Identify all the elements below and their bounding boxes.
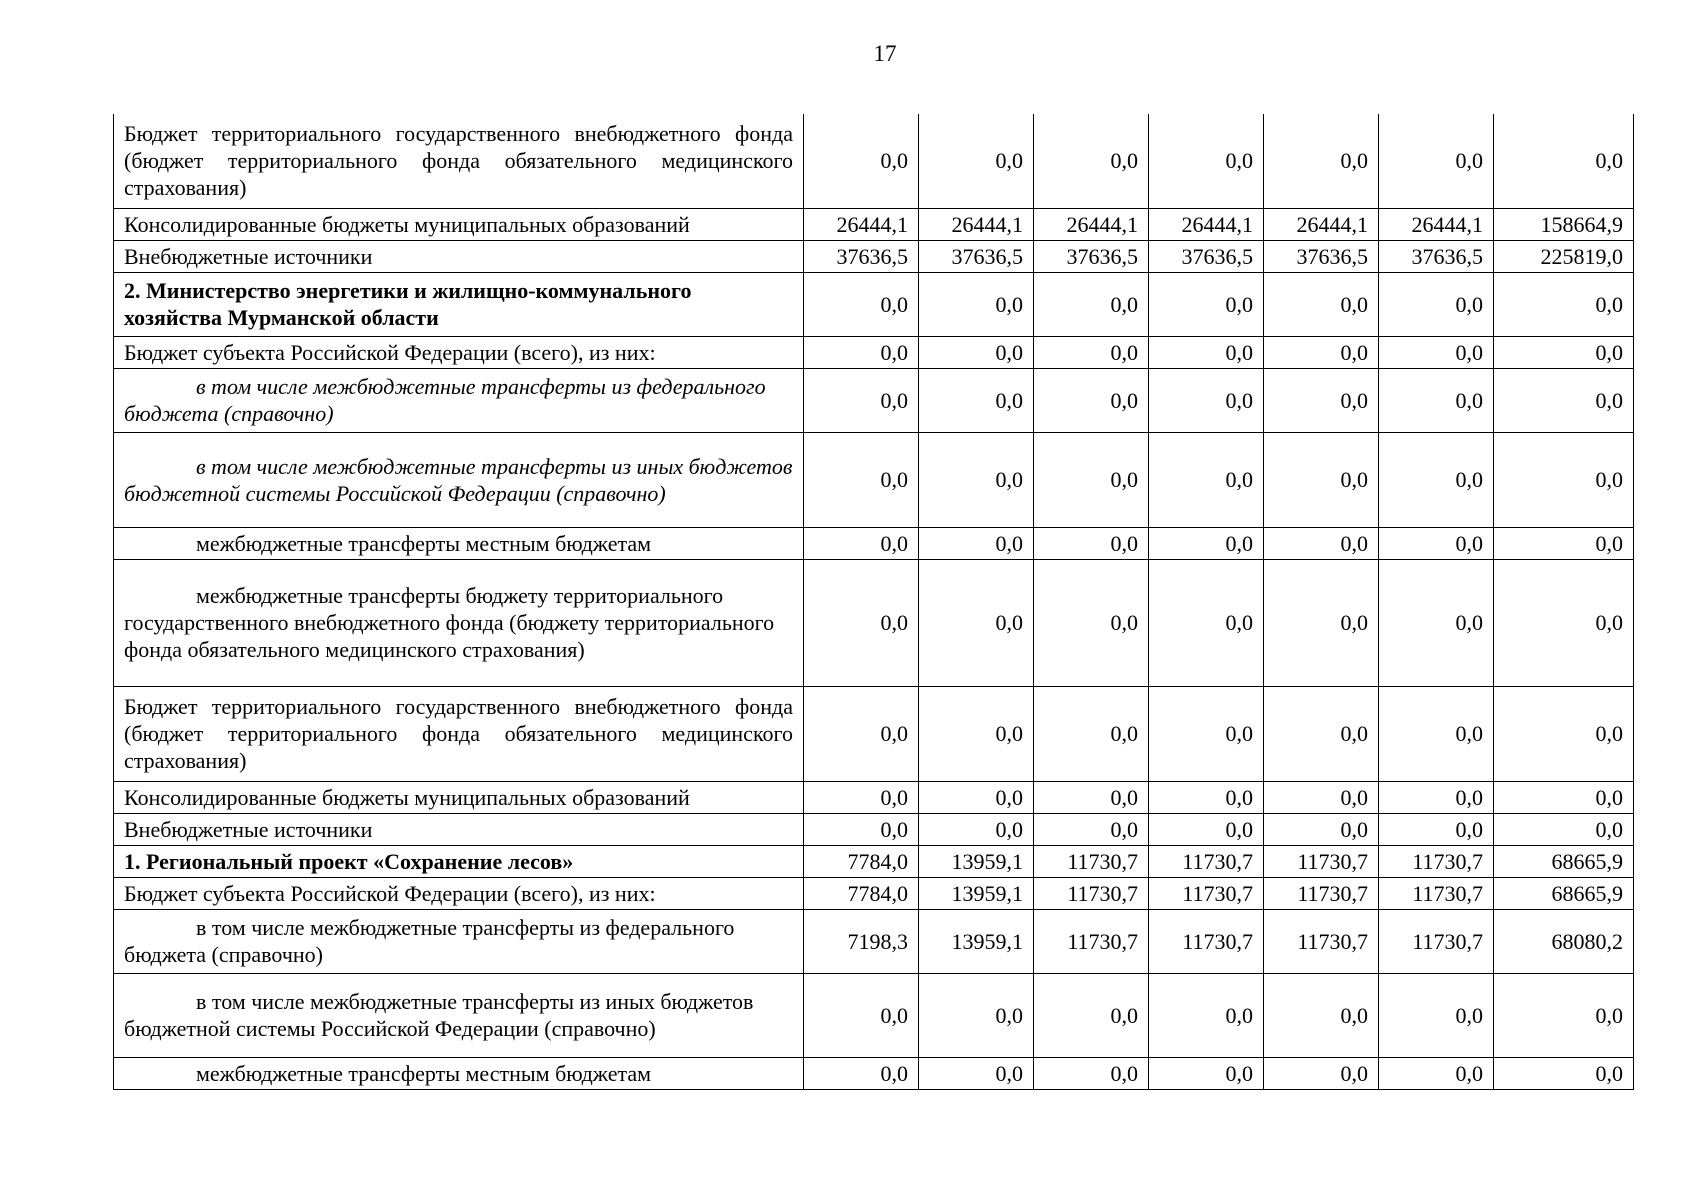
value-cell: 0,0 — [804, 114, 919, 208]
value-cell: 37636,5 — [1034, 240, 1149, 272]
table-row — [114, 1057, 1634, 1089]
value-cell: 0,0 — [1264, 368, 1379, 432]
value-cell: 0,0 — [919, 336, 1034, 368]
value-cell: 13959,1 — [919, 845, 1034, 877]
value-cell: 0,0 — [919, 114, 1034, 208]
value-cell: 11730,7 — [1264, 909, 1379, 973]
value-cell: 13959,1 — [919, 877, 1034, 909]
value-cell: 68080,2 — [1494, 909, 1634, 973]
table-row — [114, 877, 1634, 909]
value-cell: 0,0 — [804, 781, 919, 813]
row-label: межбюджетные трансферты местным бюджетам — [114, 1057, 804, 1089]
table-row — [114, 432, 1634, 527]
value-cell: 0,0 — [1149, 432, 1264, 527]
row-label: Консолидированные бюджеты муниципальных образований — [114, 208, 804, 240]
value-cell: 0,0 — [1379, 1057, 1494, 1089]
page-number: 17 — [873, 41, 897, 66]
value-cell: 0,0 — [1149, 272, 1264, 336]
value-cell: 37636,5 — [1379, 240, 1494, 272]
table-row — [114, 813, 1634, 845]
value-cell: 0,0 — [1034, 686, 1149, 781]
value-cell: 11730,7 — [1149, 845, 1264, 877]
value-cell: 0,0 — [1494, 1057, 1634, 1089]
value-cell: 37636,5 — [1149, 240, 1264, 272]
value-cell: 0,0 — [1034, 1057, 1149, 1089]
value-cell: 11730,7 — [1034, 909, 1149, 973]
value-cell: 11730,7 — [1264, 845, 1379, 877]
value-cell: 0,0 — [1379, 336, 1494, 368]
row-label: Бюджет субъекта Российской Федерации (всего), из них: — [114, 877, 804, 909]
row-label: в том числе межбюджетные трансферты из федерального бюджета (справочно) — [114, 368, 804, 432]
value-cell: 0,0 — [919, 559, 1034, 686]
value-cell: 0,0 — [1379, 272, 1494, 336]
table-row — [114, 368, 1634, 432]
value-cell: 0,0 — [1494, 813, 1634, 845]
value-cell: 0,0 — [1494, 973, 1634, 1057]
value-cell: 0,0 — [1494, 527, 1634, 559]
value-cell: 0,0 — [1149, 114, 1264, 208]
value-cell: 11730,7 — [1379, 845, 1494, 877]
value-cell: 0,0 — [1264, 432, 1379, 527]
value-cell: 0,0 — [919, 368, 1034, 432]
table-row — [114, 336, 1634, 368]
value-cell: 0,0 — [804, 272, 919, 336]
value-cell: 0,0 — [1379, 686, 1494, 781]
row-label: Внебюджетные источники — [114, 813, 804, 845]
value-cell: 0,0 — [1379, 813, 1494, 845]
value-cell: 0,0 — [1494, 686, 1634, 781]
value-cell: 7198,3 — [804, 909, 919, 973]
value-cell: 26444,1 — [1034, 208, 1149, 240]
value-cell: 0,0 — [804, 686, 919, 781]
value-cell: 11730,7 — [1264, 877, 1379, 909]
value-cell: 0,0 — [1034, 368, 1149, 432]
table-row — [114, 527, 1634, 559]
value-cell: 0,0 — [1494, 781, 1634, 813]
value-cell: 7784,0 — [804, 877, 919, 909]
table-row — [114, 240, 1634, 272]
table-row — [114, 781, 1634, 813]
row-label: Внебюджетные источники — [114, 240, 804, 272]
value-cell: 225819,0 — [1494, 240, 1634, 272]
row-label: в том числе межбюджетные трансферты из иных бюджетов бюджетной системы Российской Федерации (справочно) — [114, 432, 804, 527]
value-cell: 0,0 — [804, 432, 919, 527]
row-label: межбюджетные трансферты местным бюджетам — [114, 527, 804, 559]
value-cell: 11730,7 — [1379, 877, 1494, 909]
value-cell: 0,0 — [1264, 336, 1379, 368]
value-cell: 0,0 — [919, 973, 1034, 1057]
value-cell: 0,0 — [1379, 781, 1494, 813]
budget-table — [113, 114, 1634, 1090]
table-row — [114, 686, 1634, 781]
value-cell: 0,0 — [919, 813, 1034, 845]
value-cell: 0,0 — [1149, 973, 1264, 1057]
value-cell: 0,0 — [1379, 368, 1494, 432]
value-cell: 0,0 — [1494, 432, 1634, 527]
value-cell: 0,0 — [804, 973, 919, 1057]
row-label: межбюджетные трансферты бюджету территориального государственного внебюджетного фонда (бюджету территориального фонда обязательного медицинского страхования) — [114, 559, 804, 686]
value-cell: 0,0 — [1149, 813, 1264, 845]
value-cell: 0,0 — [1379, 527, 1494, 559]
row-label: Бюджет территориального государственного внебюджетного фонда (бюджет территориального фонда обязательного медицинского страхования) — [114, 686, 804, 781]
value-cell: 0,0 — [919, 432, 1034, 527]
table-row — [114, 909, 1634, 973]
value-cell: 26444,1 — [1379, 208, 1494, 240]
row-label: Консолидированные бюджеты муниципальных образований — [114, 781, 804, 813]
value-cell: 0,0 — [1379, 559, 1494, 686]
value-cell: 0,0 — [804, 336, 919, 368]
value-cell: 68665,9 — [1494, 877, 1634, 909]
value-cell: 0,0 — [804, 527, 919, 559]
value-cell: 37636,5 — [1264, 240, 1379, 272]
value-cell: 0,0 — [1264, 686, 1379, 781]
value-cell: 7784,0 — [804, 845, 919, 877]
value-cell: 0,0 — [1034, 559, 1149, 686]
value-cell: 0,0 — [1379, 114, 1494, 208]
value-cell: 11730,7 — [1149, 909, 1264, 973]
value-cell: 0,0 — [1034, 973, 1149, 1057]
value-cell: 0,0 — [919, 527, 1034, 559]
value-cell: 0,0 — [1149, 559, 1264, 686]
value-cell: 0,0 — [919, 272, 1034, 336]
value-cell: 0,0 — [1264, 1057, 1379, 1089]
value-cell: 0,0 — [804, 368, 919, 432]
value-cell: 0,0 — [1494, 559, 1634, 686]
value-cell: 11730,7 — [1034, 845, 1149, 877]
value-cell: 13959,1 — [919, 909, 1034, 973]
value-cell: 0,0 — [1264, 114, 1379, 208]
value-cell: 11730,7 — [1379, 909, 1494, 973]
value-cell: 0,0 — [1264, 973, 1379, 1057]
value-cell: 0,0 — [1034, 272, 1149, 336]
value-cell: 0,0 — [804, 813, 919, 845]
value-cell: 0,0 — [919, 781, 1034, 813]
value-cell: 0,0 — [1264, 813, 1379, 845]
value-cell: 0,0 — [1379, 432, 1494, 527]
table-row — [114, 114, 1634, 208]
value-cell: 0,0 — [1034, 432, 1149, 527]
table-row — [114, 845, 1634, 877]
table-body — [114, 114, 1634, 1089]
row-label: в том числе межбюджетные трансферты из федерального бюджета (справочно) — [114, 909, 804, 973]
row-label: 1. Региональный проект «Сохранение лесов» — [114, 845, 804, 877]
value-cell: 0,0 — [1149, 686, 1264, 781]
value-cell: 0,0 — [1494, 336, 1634, 368]
value-cell: 11730,7 — [1149, 877, 1264, 909]
row-label: в том числе межбюджетные трансферты из иных бюджетов бюджетной системы Российской Федерации (справочно) — [114, 973, 804, 1057]
value-cell: 0,0 — [1034, 813, 1149, 845]
table-row — [114, 208, 1634, 240]
value-cell: 26444,1 — [919, 208, 1034, 240]
value-cell: 0,0 — [1034, 114, 1149, 208]
value-cell: 37636,5 — [804, 240, 919, 272]
row-label: Бюджет субъекта Российской Федерации (всего), из них: — [114, 336, 804, 368]
value-cell: 26444,1 — [1264, 208, 1379, 240]
value-cell: 11730,7 — [1034, 877, 1149, 909]
table-row — [114, 559, 1634, 686]
row-label: 2. Министерство энергетики и жилищно-коммунального хозяйства Мурманской области — [114, 272, 804, 336]
value-cell: 0,0 — [1149, 781, 1264, 813]
value-cell: 0,0 — [1264, 272, 1379, 336]
value-cell: 0,0 — [1149, 368, 1264, 432]
value-cell: 0,0 — [1494, 114, 1634, 208]
value-cell: 0,0 — [1149, 1057, 1264, 1089]
value-cell: 0,0 — [1379, 973, 1494, 1057]
value-cell: 0,0 — [919, 686, 1034, 781]
value-cell: 0,0 — [1149, 527, 1264, 559]
value-cell: 0,0 — [1264, 781, 1379, 813]
row-label: Бюджет территориального государственного внебюджетного фонда (бюджет территориального фонда обязательного медицинского страхования) — [114, 114, 804, 208]
value-cell: 68665,9 — [1494, 845, 1634, 877]
table-row — [114, 272, 1634, 336]
value-cell: 0,0 — [1034, 527, 1149, 559]
value-cell: 0,0 — [1149, 336, 1264, 368]
value-cell: 0,0 — [1494, 368, 1634, 432]
value-cell: 0,0 — [1494, 272, 1634, 336]
value-cell: 0,0 — [1034, 336, 1149, 368]
value-cell: 0,0 — [1034, 781, 1149, 813]
value-cell: 0,0 — [1264, 559, 1379, 686]
value-cell: 0,0 — [804, 559, 919, 686]
value-cell: 158664,9 — [1494, 208, 1634, 240]
value-cell: 37636,5 — [919, 240, 1034, 272]
value-cell: 0,0 — [804, 1057, 919, 1089]
table-row — [114, 973, 1634, 1057]
value-cell: 0,0 — [1264, 527, 1379, 559]
value-cell: 0,0 — [919, 1057, 1034, 1089]
value-cell: 26444,1 — [804, 208, 919, 240]
value-cell: 26444,1 — [1149, 208, 1264, 240]
